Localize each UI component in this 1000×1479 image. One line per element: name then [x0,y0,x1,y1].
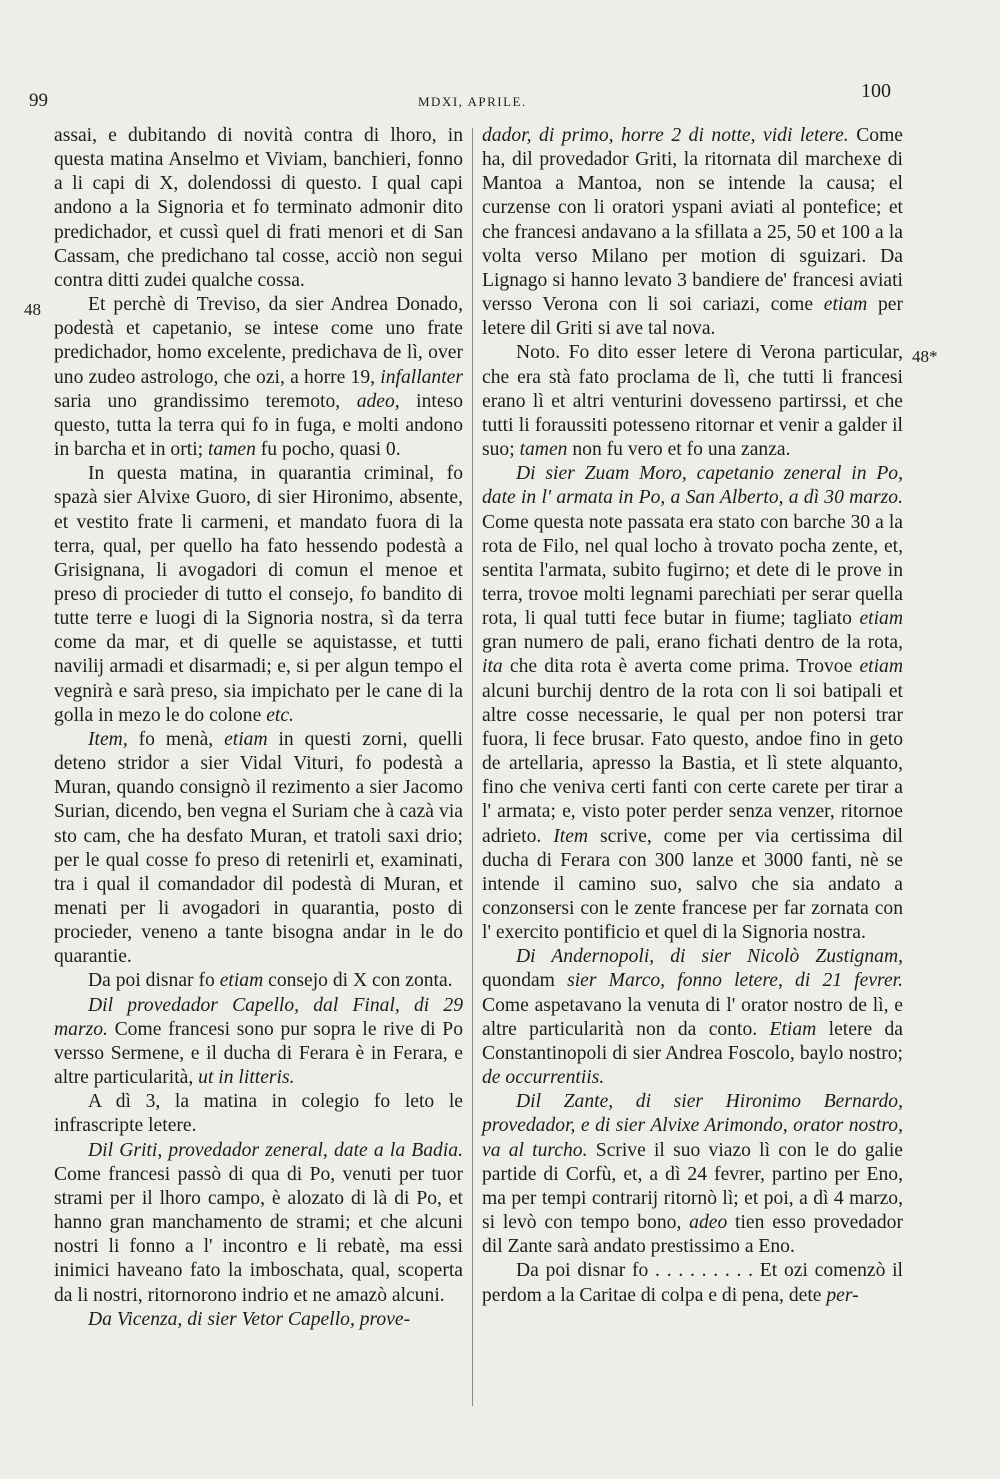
paragraph: Di sier Zuam Moro, capetanio zeneral in Po, date in l' armata in Po, a San Alberto, a dì 30 marzo. Come questa note passata era stato con barche 30 a la rota de Filo, nel qual locho à trovato pocha zente, et, sentita l'armata, subito fugirno; et dete di le prove in terra, trovoe molti legnami parechiati per serar quella rota, li qual tutti fece butar in fiume; tagliato etiam gran numero de pali, erano fichati dentro de la rota, ita che dita rota è averta come prima. Trovoe etiam alcuni burchij dentro de la rota con li soi batipali et altre cosse necessarie, le qual per non potersi trar fuora, li fece brusar. Fato questo, andoe fino in geto de artellaria, apresso la Bastia, et lì stete alquanto, fino che veniva certi fanti con certe carete per tirar a l' armata; e, visto poter perder senza venzer, ritornoe adrieto. Item scrive, come per via certissima dil ducha di Ferara con 300 lanze et 3000 fanti, nè se intende il camino suo, salvo che sia andato a conzonsersi con le zente francese per far zornata con l' exercito pontificio et quel di la Signoria nostra. [482,463,903,944]
paragraph: dador, di primo, horre 2 di notte, vidi letere. Come ha, dil provedador Griti, la ritornata dil marchexe di Mantoa a Mantoa, non se intende la causa; el curzense con li oratori yspani aviati al pontefice; et che francesi andavano a la sfillata a 25, 50 et 100 a la volta verso Milano per motion di sguizari. Da Lignago si hanno levato 3 bandiere de' francesi aviati versso Verona con li soi cariazi, come etiam per letere dil Griti si ave tal nova. [482,125,904,340]
page-number-right: 100 [861,80,891,102]
paragraph: Da Vicenza, di sier Vetor Capello, prove- [88,1308,411,1330]
paragraph: Noto. Fo dito esser letere di Verona particular, che era stà fato proclama de lì, che tutti li francesi erano lì et altri venturini dovesseno partirssi, et che tutti li foraussiti potesseno ritornar et venir a galder il suo; tamen non fu vero et fo una zanza. [482,342,903,461]
page-number-left: 99 [29,90,48,111]
page-header [0,80,1000,114]
margin-number-right: 48* [912,347,938,366]
paragraph: Et perchè di Treviso, da sier Andrea Donado, podestà et capetanio, se intese come uno frate predichador, homo excelente, predichava de lì, over uno zudeo astrologo, che ozi, a horre 19, infallanter saria uno grandissimo teremoto, adeo, inteso questo, tutta la terra qui fo in fuga, e molti andono in barcha et in orti; tamen fu pocho, quasi 0. [54,294,463,461]
running-title: MDXI, APRILE. [418,94,527,109]
paragraph: Dil Griti, provedador zeneral, date a la Badia. Come francesi passò di qua di Po, venuti per tuor strami per il lhoro campo, è alozato di là di Po, et hanno gran manchamento de strami; et che alcuni nostri li fonno a l' incontro e li rebatè, ma essi inimici haveano fato la imboschata, qual, scoperta da li nostri, ritornorono indrio et ne amazò alcuni. [54,1139,463,1306]
paragraph: assai, e dubitando di novità contra di lhoro, in questa matina Anselmo et Viviam, banchieri, fonno a li capi di X, dolendossi di questo. I qual capi andono a la Signoria et fo terminato admonir dito predichador, et cussì quel di frati menori et di San Cassam, che predichano tal cosse, acciò non segui contra ditti zudei qualche cossa. [54,125,463,291]
paragraph: Item, fo menà, etiam in questi zorni, quelli deteno stridor a sier Vidal Vituri, fo podestà a Muran, quando consignò il rezimento a sier Jacomo Surian, dicendo, ben vegna el Suriam che à cazà via sto cam, che ha desfato Muran, et tratoli saxi drio; per le qual cosse fo preso di retenirli et, examinati, tra i qual il comandador dil podestà di Muran, et menati per li avogadori in quarantia, posto di procieder, veneno a tante bisogna andar in le do quarantie. [54,728,463,968]
paragraph: Da poi disnar fo etiam consejo di X con zonta. [88,970,453,992]
paragraph: Di Andernopoli, di sier Nicolò Zustignam, quondam sier Marco, fonno letere, di 21 fevrer. Come aspetavano la venuta di l' orator nostro de lì, e altre particularità non da conto. Etiam letere da Constantinopoli di sier Andrea Foscolo, baylo nostro; de occurrentiis. [482,946,903,1089]
column-divider [472,128,473,1406]
paragraph: In questa matina, in quarantia criminal, fo spazà sier Alvixe Guoro, di sier Hironimo, absente, et vestito frate li carmeni, et mandato fuora di la terra, qual, per quello ha fato hessendo podestà a Grisignana, li avogadori di comun el menoe et preso di procieder di tutto el consejo, fo bandito di tutte terre e luogi di la Signoria nostra, sì da terra come da mar, et di quelle se aquistasse, et tutti navilij armadi et disarmadi; e, si per algun tempo el vegnirà e sarà preso, sia impichato per le cane di la golla in mezo le do colone etc. [54,463,463,726]
left-column [54,124,463,1332]
paragraph: Da poi disnar fo . . . . . . . . . Et ozi comenzò il perdom a la Caritae di colpa e di pena, dete per- [482,1260,903,1306]
paragraph: A dì 3, la matina in colegio fo leto le infrascripte letere. [54,1091,463,1137]
paragraph: Dil Zante, di sier Hironimo Bernardo, provedador, e di sier Alvixe Arimondo, orator nostro, va al turcho. Scrive il suo viazo lì con le do galie partide di Corfù, et, a dì 24 fevrer, partino per Eno, ma per tempi contrarij ritornò lì; et poi, a dì 4 marzo, si levò con tempo bono, adeo tien esso provedador dil Zante sarà andato prestissimo a Eno. [482,1091,904,1258]
margin-number-left: 48 [24,300,41,319]
right-column [482,124,903,1308]
paragraph: Dil provedador Capello, dal Final, di 29 marzo. Come francesi sono pur sopra le rive di Po versso Sermene, e il ducha di Ferara è in Ferara, e altre particularità, ut in litteris. [54,994,463,1089]
